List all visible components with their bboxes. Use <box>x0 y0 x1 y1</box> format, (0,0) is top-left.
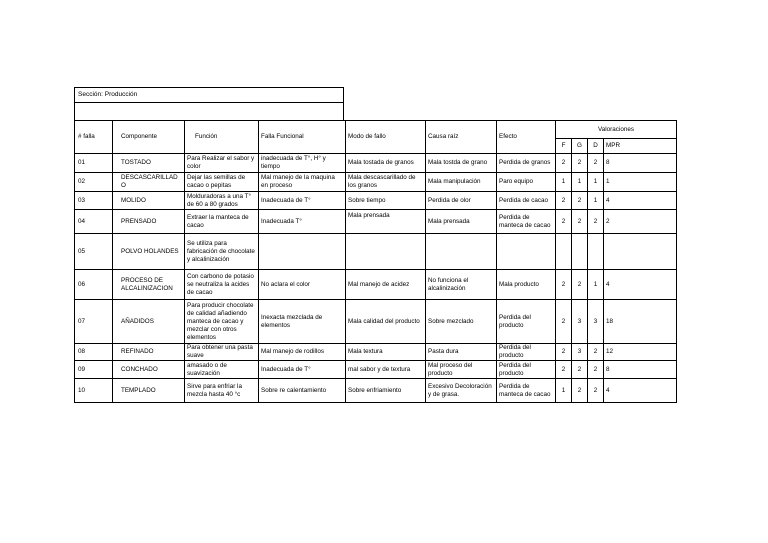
componente-cell: REFINADO <box>113 344 185 361</box>
falla-funcional-cell: Inadecuada de T° <box>259 361 346 379</box>
section-header-box <box>74 87 344 121</box>
table-row <box>75 379 677 403</box>
row-number: 06 <box>75 270 113 300</box>
fmea-table <box>74 120 677 403</box>
funcion-cell: Dejar las semillas de cacao o pepitas <box>185 173 259 192</box>
header-componente: Componente <box>113 121 185 154</box>
modo-fallo-cell <box>346 234 426 270</box>
row-number: 01 <box>75 154 113 173</box>
header-causa-raiz: Causa raíz <box>426 121 497 154</box>
efecto-cell: Paro equipo <box>497 173 556 192</box>
g-value: 2 <box>572 154 588 173</box>
mpr-value: 4 <box>604 192 677 210</box>
row-number: 09 <box>75 361 113 379</box>
modo-fallo-cell: Sobre enfriamiento <box>346 379 426 403</box>
g-value: 2 <box>572 192 588 210</box>
f-value: 2 <box>556 344 572 361</box>
header-mpr: MPR <box>604 139 677 154</box>
componente-cell: PRENSADO <box>113 210 185 234</box>
causa-raiz-cell: No funciona el alcalinización <box>426 270 497 300</box>
falla-funcional-cell: Inadecuada de T° <box>259 192 346 210</box>
falla-funcional-cell <box>259 234 346 270</box>
f-value: 2 <box>556 192 572 210</box>
g-value <box>572 234 588 270</box>
header-funcion: Función <box>185 121 259 154</box>
table-row <box>75 234 677 270</box>
funcion-cell: Molduradoras a una T° de 60 a 80 grados <box>185 192 259 210</box>
d-value <box>588 234 604 270</box>
causa-raiz-cell: Sobre mezclado <box>426 300 497 344</box>
efecto-cell: Perdida del producto <box>497 300 556 344</box>
header-g: G <box>572 139 588 154</box>
header-efecto: Efecto <box>497 121 556 154</box>
componente-cell: TOSTADO <box>113 154 185 173</box>
causa-raiz-cell <box>426 234 497 270</box>
causa-raiz-cell: Mala tostda de grano <box>426 154 497 173</box>
header-d: D <box>588 139 604 154</box>
modo-fallo-cell: Mala descascarillado de los granos <box>346 173 426 192</box>
componente-cell: PROCESO DE ALCALINIZACION <box>113 270 185 300</box>
row-number: 05 <box>75 234 113 270</box>
falla-funcional-cell: Sobre re calentamiento <box>259 379 346 403</box>
funcion-cell: amasado o de suavización <box>185 361 259 379</box>
causa-raiz-cell: Perdida de olor <box>426 192 497 210</box>
d-value: 2 <box>588 379 604 403</box>
mpr-value: 4 <box>604 379 677 403</box>
row-number: 03 <box>75 192 113 210</box>
d-value: 2 <box>588 210 604 234</box>
efecto-cell: Perdida del producto <box>497 344 556 361</box>
funcion-cell: Extraer la manteca de cacao <box>185 210 259 234</box>
d-value: 2 <box>588 344 604 361</box>
modo-fallo-cell: Sobre tiempo <box>346 192 426 210</box>
f-value: 2 <box>556 270 572 300</box>
efecto-cell <box>497 234 556 270</box>
falla-funcional-cell: Inexacta mezclada de elementos <box>259 300 346 344</box>
mpr-value: 8 <box>604 154 677 173</box>
funcion-cell: Con carbono de potasio se neutraliza la acides de cacao <box>185 270 259 300</box>
row-number: 10 <box>75 379 113 403</box>
componente-cell: CONCHADO <box>113 361 185 379</box>
d-value: 2 <box>588 154 604 173</box>
f-value: 2 <box>556 210 572 234</box>
header-f: F <box>556 139 572 154</box>
row-number: 02 <box>75 173 113 192</box>
falla-funcional-cell: No aclara el color <box>259 270 346 300</box>
causa-raiz-cell: Mala prensada <box>426 210 497 234</box>
g-value: 1 <box>572 173 588 192</box>
header-modo-fallo: Modo de fallo <box>346 121 426 154</box>
efecto-cell: Perdida de manteca de cacao <box>497 379 556 403</box>
efecto-cell: Perdida del producto <box>497 361 556 379</box>
f-value: 1 <box>556 173 572 192</box>
row-number: 04 <box>75 210 113 234</box>
efecto-cell: Perdida de granos <box>497 154 556 173</box>
causa-raiz-cell: Excesivo Decoloración y de grasa. <box>426 379 497 403</box>
funcion-cell: Para Realizar el sabor y color <box>185 154 259 173</box>
componente-cell: DESCASCARILLADO <box>113 173 185 192</box>
f-value: 2 <box>556 300 572 344</box>
modo-fallo-cell: Mala calidad del producto <box>346 300 426 344</box>
g-value: 2 <box>572 270 588 300</box>
modo-fallo-cell: Mala tostada de granos <box>346 154 426 173</box>
modo-fallo-cell: Mala textura <box>346 344 426 361</box>
funcion-cell: Sirve para enfriar la mezcla hasta 40 °c <box>185 379 259 403</box>
row-number: 08 <box>75 344 113 361</box>
d-value: 3 <box>588 300 604 344</box>
table-row <box>75 173 677 192</box>
funcion-cell: Para obtener una pasta suave <box>185 344 259 361</box>
table-row <box>75 344 677 361</box>
componente-cell: MOLIDO <box>113 192 185 210</box>
g-value: 3 <box>572 344 588 361</box>
table-row <box>75 192 677 210</box>
table-row <box>75 154 677 173</box>
section-label: Sección: Producción <box>74 87 344 103</box>
funcion-cell: Se utiliza para fabricación de chocolate y alcalinización <box>185 234 259 270</box>
modo-fallo-cell: mal sabor y de textura <box>346 361 426 379</box>
table-row <box>75 361 677 379</box>
falla-funcional-cell: Mal manejo de rodillos <box>259 344 346 361</box>
mpr-value: 8 <box>604 361 677 379</box>
efecto-cell: Mala producto <box>497 270 556 300</box>
modo-fallo-cell: Mal manejo de acidez <box>346 270 426 300</box>
g-value: 2 <box>572 210 588 234</box>
funcion-cell: Para producir chocolate de calidad añadiendo manteca de cacao y mezclar con otros elementos <box>185 300 259 344</box>
f-value: 2 <box>556 361 572 379</box>
g-value: 2 <box>572 361 588 379</box>
mpr-value: 18 <box>604 300 677 344</box>
g-value: 3 <box>572 300 588 344</box>
header-falla-funcional: Falla Funcional <box>259 121 346 154</box>
d-value: 2 <box>588 361 604 379</box>
falla-funcional-cell: Inadecuada T° <box>259 210 346 234</box>
row-number: 07 <box>75 300 113 344</box>
componente-cell: AÑADIDOS <box>113 300 185 344</box>
mpr-value: 2 <box>604 210 677 234</box>
d-value: 1 <box>588 173 604 192</box>
componente-cell: TEMPLADO <box>113 379 185 403</box>
efecto-cell: Perdida de manteca de cacao <box>497 210 556 234</box>
causa-raiz-cell: Mala manipulación <box>426 173 497 192</box>
causa-raiz-cell: Mal proceso del producto <box>426 361 497 379</box>
header-row-top <box>75 121 677 139</box>
table-row <box>75 270 677 300</box>
modo-fallo-cell: Mala prensada <box>346 210 426 234</box>
header-falla: # falla <box>75 121 113 154</box>
efecto-cell: Perdida de cacao <box>497 192 556 210</box>
d-value: 1 <box>588 270 604 300</box>
mpr-value: 12 <box>604 344 677 361</box>
section-blank-row <box>74 103 344 121</box>
mpr-value <box>604 234 677 270</box>
mpr-value: 1 <box>604 173 677 192</box>
table-row <box>75 210 677 234</box>
mpr-value: 4 <box>604 270 677 300</box>
falla-funcional-cell: inadecuada de T°, H° y tiempo <box>259 154 346 173</box>
falla-funcional-cell: Mal manejo de la maquina en proceso <box>259 173 346 192</box>
f-value <box>556 234 572 270</box>
d-value: 1 <box>588 192 604 210</box>
f-value: 1 <box>556 379 572 403</box>
header-valoraciones: Valoraciones <box>556 121 677 139</box>
causa-raiz-cell: Pasta dura <box>426 344 497 361</box>
g-value: 2 <box>572 379 588 403</box>
f-value: 2 <box>556 154 572 173</box>
componente-cell: POLVO HOLANDES <box>113 234 185 270</box>
table-row <box>75 300 677 344</box>
